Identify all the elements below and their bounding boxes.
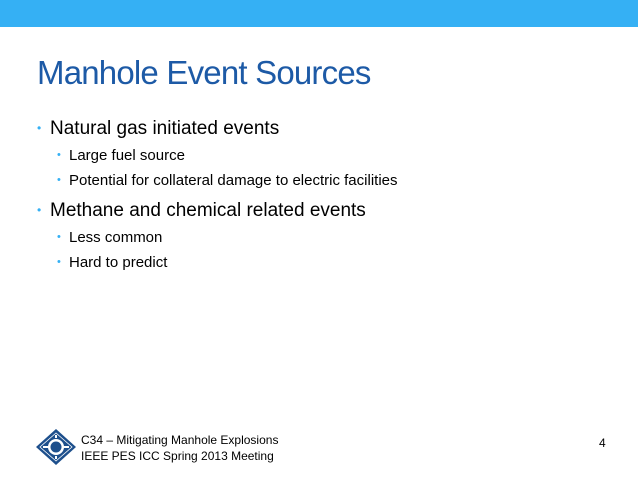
bullet-marker: • [57, 256, 61, 268]
bullet-item [37, 118, 280, 140]
sub-bullet-item [57, 229, 163, 246]
bullet-text: Potential for collateral damage to electric facilities [69, 172, 398, 189]
bullet-text: Hard to predict [69, 254, 168, 271]
bullet-text: Large fuel source [69, 147, 185, 164]
footer-line-2: IEEE PES ICC Spring 2013 Meeting [81, 449, 274, 463]
page-number: 4 [599, 436, 606, 450]
ieee-pes-icc-logo-icon [34, 427, 78, 467]
bullet-marker: • [57, 231, 61, 243]
bullet-marker: • [37, 121, 42, 135]
bullet-text: Less common [69, 229, 163, 246]
sub-bullet-item [57, 172, 398, 189]
top-accent-band [0, 0, 638, 27]
sub-bullet-item [57, 254, 168, 271]
bullet-marker: • [57, 149, 61, 161]
slide-title: Manhole Event Sources [37, 54, 371, 91]
bullet-item [37, 200, 366, 222]
sub-bullet-item [57, 147, 185, 164]
bullet-text: Natural gas initiated events [50, 118, 280, 139]
bullet-marker: • [37, 203, 42, 217]
footer-line-1: C34 – Mitigating Manhole Explosions [81, 433, 279, 447]
bullet-marker: • [57, 174, 61, 186]
bullet-text: Methane and chemical related events [50, 200, 366, 221]
